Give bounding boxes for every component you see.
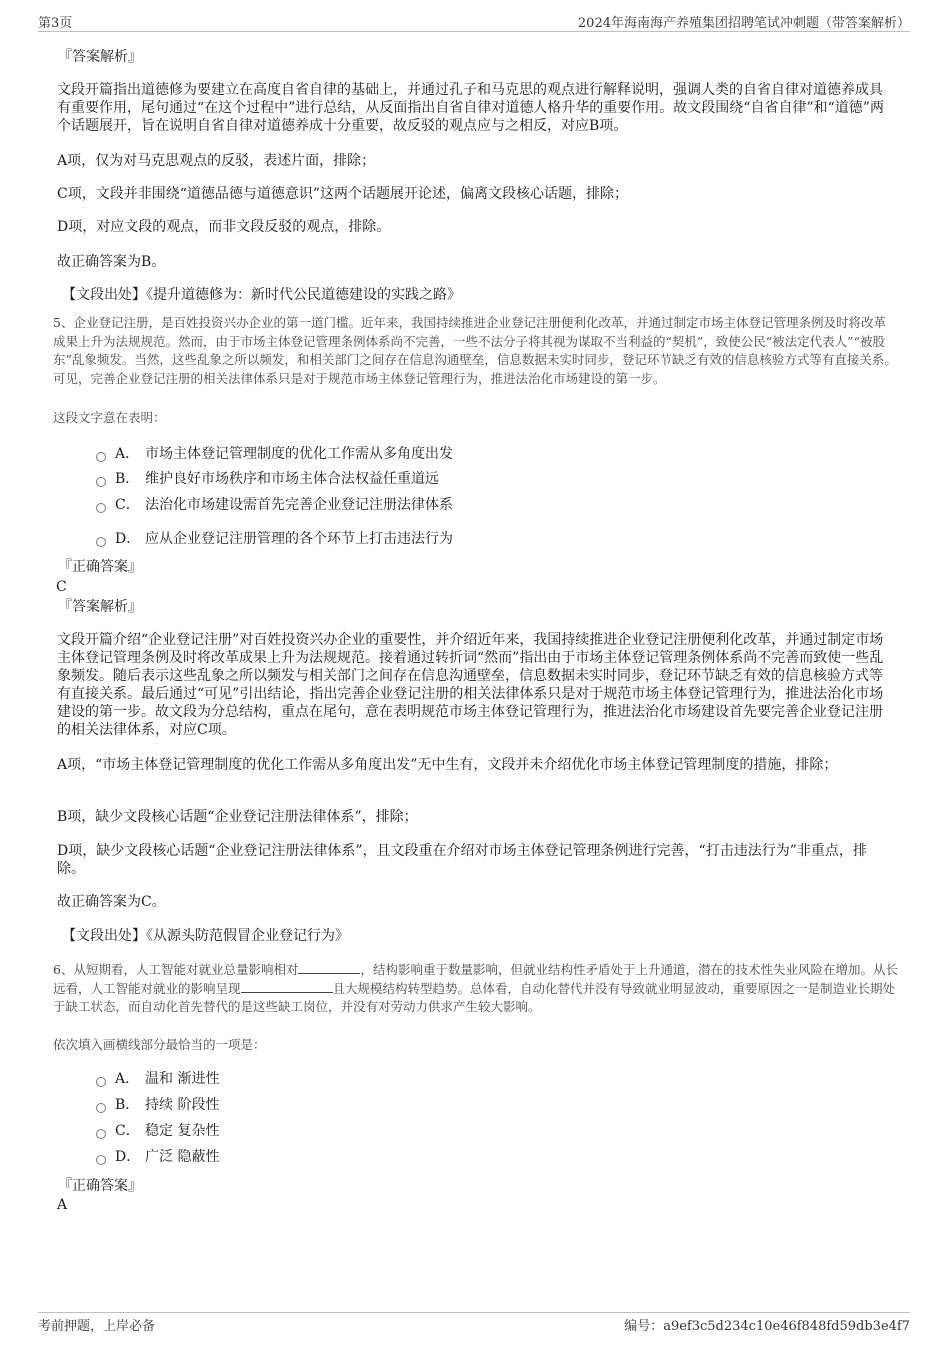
option-text: 市场主体登记管理制度的优化工作需从多角度出发 <box>145 446 453 462</box>
q5-prompt: 这段文字意在表明： <box>53 410 166 425</box>
q6-option-b[interactable] <box>96 1096 219 1114</box>
option-letter: C． <box>115 1123 140 1139</box>
q5-conclusion: 故正确答案为C。 <box>57 894 166 910</box>
q5-option-b[interactable] <box>96 470 439 488</box>
q5-analysis-text: 文段开篇介绍“企业登记注册”对百姓投资兴办企业的重要性，并介绍近年来，我国持续推进企业登记注册便利化改革，并通过制定市场主体登记管理条例及时将改革成果上升为法规规范。接着通过转折词“然而”指出由于市场主体登记管理条例体系尚不完善而致使一些乱象频发。随后表示这些乱象之所以频发与相关部门之间存在信息沟通壁垒，信息数据未实时同步，登记环节缺乏有效的信息核验方式等有直接关系。最后通过“可见”引出结论，指出完善企业登记注册的相关法律体系只是对于规范市场主体登记管理行为，推进法治化市场建设的第一步。故文段为分总结构，重点在尾句，意在表明规范市场主体登记管理行为，推进法治化市场建设首先要完善企业登记注册的相关法律体系，对应C项。 <box>57 632 884 738</box>
q5-source: 【文段出处】《从源头防范假冒企业登记行为》 <box>62 928 349 944</box>
q5-option-a-note: A项，“市场主体登记管理制度的优化工作需从多角度出发”无中生有，文段并未介绍优化市场主体登记管理制度的措施，排除； <box>57 757 838 773</box>
option-text: 应从企业登记注册管理的各个环节上打击违法行为 <box>145 531 453 547</box>
footer-slogan: 考前押题，上岸必备 <box>38 1319 156 1334</box>
q6-stem-part-1: 6、从短期看，人工智能对就业总量影响相对 <box>53 962 299 977</box>
q4-analysis-text: 文段开篇指出道德修为要建立在高度自省自律的基础上，并通过孔子和马克思的观点进行解释说明，强调人类的自省自律对道德养成具有重要作用，尾句通过“在这个过程中”进行总结，从反面指出自省自律对道德人格升华的重要作用。故文段围绕“自省自律”和“道德”两个话题展开，旨在说明自省自律对道德养成十分重要，故反驳的观点应与之相反，对应B项。 <box>57 82 884 134</box>
option-text: 稳定 复杂性 <box>145 1123 220 1139</box>
q4-source: 【文段出处】《提升道德修为：新时代公民道德建设的实践之路》 <box>62 287 461 303</box>
radio-icon[interactable] <box>96 452 106 462</box>
q5-stem: 5、企业登记注册，是百姓投资兴办企业的第一道门槛。近年来，我国持续推进企业登记注册便利化改革，并通过制定市场主体登记管理条例及时将改革成果上升为法规规范。然而，由于市场主体登记管理条例体系尚不完善，一些不法分子将其视为谋取不当利益的“契机”，致使公民“被法定代表人”“被股东”乱象频发。当然，这些乱象之所以频发，和相关部门之间存在信息沟通壁垒，信息数据未实时同步，登记环节缺乏有效的信息核验方式等有直接关系。可见，完善企业登记注册的相关法律体系只是对于规范市场主体登记管理行为，推进法治化市场建设的第一步。 <box>53 315 897 386</box>
option-text: 持续 阶段性 <box>145 1097 220 1113</box>
option-letter: A． <box>115 1071 140 1087</box>
page-header <box>38 10 910 32</box>
q4-conclusion: 故正确答案为B。 <box>57 254 166 270</box>
q5-option-a[interactable] <box>96 445 453 463</box>
q5-answer-label: 『正确答案』 <box>58 559 142 575</box>
option-letter: C． <box>115 497 140 513</box>
option-letter: A． <box>115 446 140 462</box>
q6-answer: A <box>57 1197 68 1213</box>
radio-icon[interactable] <box>96 503 106 513</box>
q6-stem-part-3: 且大规模结构转型趋势。总体看，自动化替代并没有导致就业明显波动，重要原因之一是制造业长期处于缺工状态，而自动化首先替代的是这些缺工岗位，并没有对劳动力供求产生较大影响。 <box>53 980 896 1014</box>
q4-analysis-label: 『答案解析』 <box>58 49 142 65</box>
q4-option-d-note: D项，对应文段的观点，而非文段反驳的观点，排除。 <box>57 219 391 235</box>
q6-option-c[interactable] <box>96 1122 219 1140</box>
option-letter: D． <box>115 1149 141 1165</box>
q4-option-c-note: C项，文段并非围绕“道德品德与道德意识”这两个话题展开论述，偏离文段核心话题，排除； <box>57 186 629 202</box>
page-number: 第3页 <box>38 16 73 31</box>
option-text: 温和 渐进性 <box>145 1071 220 1087</box>
q5-option-d-note: D项，缺少文段核心话题“企业登记注册法律体系”，且文段重在介绍对市场主体登记管理条例进行完善，“打击违法行为”非重点，排除。 <box>57 843 867 877</box>
fill-blank-2[interactable] <box>241 981 333 993</box>
q6-option-a[interactable] <box>96 1070 219 1088</box>
page-footer <box>38 1312 910 1334</box>
option-letter: B． <box>115 1097 140 1113</box>
option-letter: B． <box>115 471 140 487</box>
q6-stem <box>53 961 898 1017</box>
footer-doc-id: 编号：a9ef3c5d234c10e46f848fd59db3e4f7 <box>624 1319 910 1334</box>
q5-option-d[interactable] <box>96 530 453 548</box>
radio-icon[interactable] <box>96 1155 106 1165</box>
option-text: 维护良好市场秩序和市场主体合法权益任重道远 <box>145 471 439 487</box>
option-text: 广泛 隐蔽性 <box>145 1149 220 1165</box>
q5-option-c[interactable] <box>96 496 453 514</box>
q6-prompt: 依次填入画横线部分最恰当的一项是： <box>53 1037 266 1052</box>
radio-icon[interactable] <box>96 477 106 487</box>
option-letter: D． <box>115 531 141 547</box>
q5-analysis-label: 『答案解析』 <box>58 599 142 615</box>
q5-option-b-note: B项，缺少文段核心话题“企业登记注册法律体系”，排除； <box>57 809 418 825</box>
q5-answer: C <box>56 579 67 595</box>
radio-icon[interactable] <box>96 1103 106 1113</box>
radio-icon[interactable] <box>96 1077 106 1087</box>
fill-blank-1[interactable] <box>298 962 360 974</box>
document-title: 2024年海南海产养殖集团招聘笔试冲刺题（带答案解析） <box>577 16 910 31</box>
q6-stem-part-2: ，结构影响重于数量影响，但就业结构性矛盾处于上升通道，潜在的技术性失业风险在增加。从长远看，人工智能对就业的影响呈现 <box>53 962 898 996</box>
q4-option-a-note: A项，仅为对马克思观点的反驳，表述片面，排除； <box>57 153 376 169</box>
q6-answer-label: 『正确答案』 <box>58 1178 142 1194</box>
radio-icon[interactable] <box>96 537 106 547</box>
q6-option-d[interactable] <box>96 1148 219 1166</box>
radio-icon[interactable] <box>96 1129 106 1139</box>
option-text: 法治化市场建设需首先完善企业登记注册法律体系 <box>145 497 453 513</box>
